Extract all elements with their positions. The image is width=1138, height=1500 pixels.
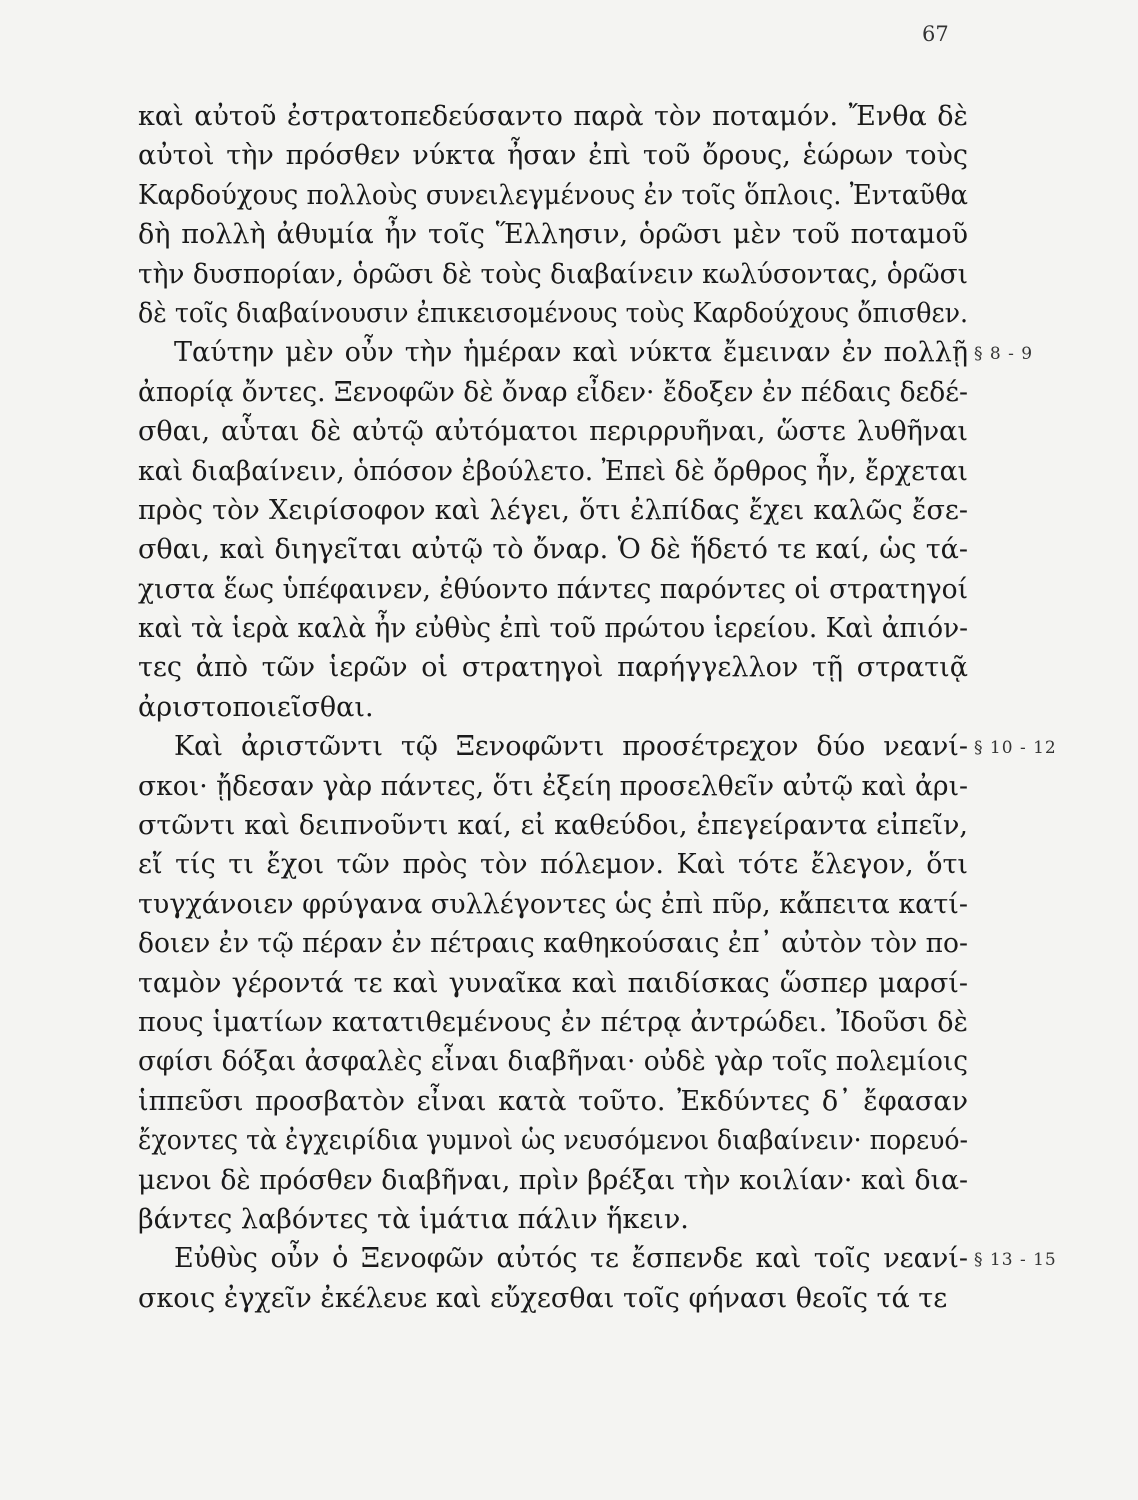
text-line: χιστα ἕως ὑπέφαινεν, ἐθύοντο πάντες παρόντες οἱ στρατηγοί xyxy=(138,573,968,605)
text-line: σκοις ἐγχεῖν ἐκέλευε καὶ εὔχεσθαι τοῖς φήνασι θεοῖς τά τε xyxy=(138,1282,948,1314)
text-line: σθαι, καὶ διηγεῖται αὐτῷ τὸ ὄναρ. Ὁ δὲ ἥδετό τε καί, ὡς τά- xyxy=(138,534,968,566)
text-line: καὶ διαβαίνειν, ὁπόσον ἐβούλετο. Ἐπεὶ δὲ ὄρθρος ἦν, ἔρχεται xyxy=(138,455,968,487)
text-line: σκοι· ᾔδεσαν γὰρ πάντες, ὅτι ἐξείη προσελθεῖν αὐτῷ καὶ ἀρι- xyxy=(138,770,968,802)
text-line: πους ἱματίων κατατιθεμένους ἐν πέτρᾳ ἀντρώδει. Ἰδοῦσι δὲ xyxy=(138,1006,968,1038)
text-line: Καρδούχους πολλοὺς συνειλεγμένους ἐν τοῖς ὅπλοις. Ἐνταῦθα xyxy=(138,179,968,211)
text-line: Ταύτην μὲν οὖν τὴν ἡμέραν καὶ νύκτα ἔμειναν ἐν πολλῇ § 8 - 9 xyxy=(138,333,968,372)
text-line: τυγχάνοιεν φρύγανα συλλέγοντες ὡς ἐπὶ πῦρ, κἄπειτα κατί- xyxy=(138,888,968,920)
text-line: βάντες λαβόντες τὰ ἱμάτια πάλιν ἥκειν. xyxy=(138,1203,689,1235)
text-line: καὶ αὐτοῦ ἐστρατοπεδεύσαντο παρὰ τὸν ποταμόν. Ἔνθα δὲ xyxy=(138,101,968,132)
text-line: ταμὸν γέροντά τε καὶ γυναῖκα καὶ παιδίσκας ὥσπερ μαρσί- xyxy=(138,967,968,999)
text-block xyxy=(138,97,1057,1318)
text-line: καὶ τὰ ἱερὰ καλὰ ἦν εὐθὺς ἐπὶ τοῦ πρώτου ἱερείου. Καὶ ἀπιόν- xyxy=(138,613,968,645)
section-reference: § 13 - 15 xyxy=(974,1250,1057,1271)
text-line: αὐτοὶ τὴν πρόσθεν νύκτα ἦσαν ἐπὶ τοῦ ὄρους, ἑώρων τοὺς xyxy=(138,140,968,172)
section-reference: § 10 - 12 xyxy=(974,738,1057,759)
text-line: ἱππεῦσι προσβατὸν εἶναι κατὰ τοῦτο. Ἐκδύντες δ᾽ ἔφασαν xyxy=(138,1085,968,1117)
page-number: 67 xyxy=(922,22,949,46)
text-line: τες ἀπὸ τῶν ἱερῶν οἱ στρατηγοὶ παρήγγελλον τῇ στρατιᾷ xyxy=(138,652,968,684)
text-line: Εὐθὺς οὖν ὁ Ξενοφῶν αὐτός τε ἔσπενδε καὶ τοῖς νεανί- § 13 - 15 xyxy=(138,1239,968,1278)
text-line: δὴ πολλὴ ἀθυμία ἦν τοῖς Ἕλλησιν, ὁρῶσι μὲν τοῦ ποταμοῦ xyxy=(138,219,968,251)
text-line: Καὶ ἀριστῶντι τῷ Ξενοφῶντι προσέτρεχον δύο νεανί- § 10 - 12 xyxy=(138,727,968,766)
section-reference: § 8 - 9 xyxy=(974,344,1034,365)
text-line: σφίσι δόξαι ἀσφαλὲς εἶναι διαβῆναι· οὐδὲ γὰρ τοῖς πολεμίοις xyxy=(138,1046,968,1078)
text-line: τὴν δυσπορίαν, ὁρῶσι δὲ τοὺς διαβαίνειν κωλύσοντας, ὁρῶσι xyxy=(138,258,968,290)
text-line: σθαι, αὗται δὲ αὐτῷ αὐτόματοι περιρρυῆναι, ὥστε λυθῆναι xyxy=(138,416,968,448)
text-line: ἔχοντες τὰ ἐγχειρίδια γυμνοὶ ὡς νευσόμενοι διαβαίνειν· πορευό- xyxy=(138,1125,968,1157)
text-line: ἀπορίᾳ ὄντες. Ξενοφῶν δὲ ὄναρ εἶδεν· ἔδοξεν ἐν πέδαις δεδέ- xyxy=(138,376,968,408)
text-line: δὲ τοῖς διαβαίνουσιν ἐπικεισομένους τοὺς Καρδούχους ὄπισθεν. xyxy=(138,297,968,329)
text-line: ἀριστοποιεῖσθαι. xyxy=(138,691,374,723)
text-line: στῶντι καὶ δειπνοῦντι καί, εἰ καθεύδοι, ἐπεγείραντα εἰπεῖν, xyxy=(138,810,968,842)
text-line: μενοι δὲ πρόσθεν διαβῆναι, πρὶν βρέξαι τὴν κοιλίαν· καὶ δια- xyxy=(138,1164,968,1196)
text-line: εἴ τίς τι ἔχοι τῶν πρὸς τὸν πόλεμον. Καὶ τότε ἔλεγον, ὅτι xyxy=(138,849,968,881)
text-line: πρὸς τὸν Χειρίσοφον καὶ λέγει, ὅτι ἐλπίδας ἔχει καλῶς ἔσε- xyxy=(138,494,968,526)
text-line: δοιεν ἐν τῷ πέραν ἐν πέτραις καθηκούσαις ἐπ᾽ αὐτὸν τὸν πο- xyxy=(138,928,968,960)
